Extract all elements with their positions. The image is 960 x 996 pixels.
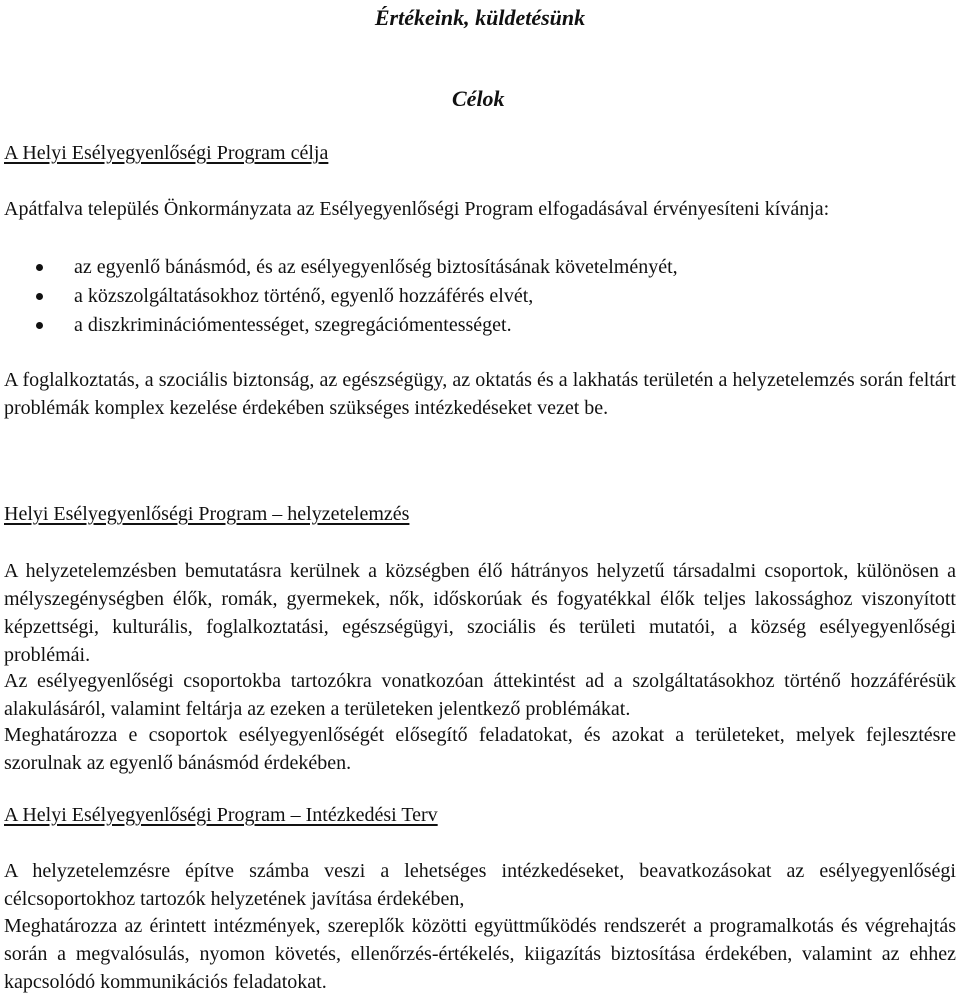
analysis-paragraph-1: A helyzetelemzésben bemutatásra kerülnek a községben élő hátrányos helyzetű társadalmi csoportok, különösen a mélyszegénységben élők, romák, gyermekek, nők, időskorúak és fogyatékkal élők teljes lakossághoz viszonyított képzettségi, kulturális, foglalkoztatási, egészségügyi, szociális és területi mutatói, a község esélyegyenlőségi problémái. [4, 560, 956, 666]
section-title: Célok [452, 86, 505, 111]
goal-intro-paragraph: Apátfalva település Önkormányzata az Esélyegyenlőségi Program elfogadásával érvényesíteni kívánja: [4, 198, 830, 220]
bullet-icon [36, 264, 43, 271]
document-title: Értékeink, küldetésünk [374, 5, 586, 30]
action-plan-paragraph-1: A helyzetelemzésre építve számba veszi a lehetséges intézkedéseket, beavatkozásokat az esélyegyenlőségi célcsoportokhoz tartozók helyzetének javítása érdekében, [4, 860, 956, 910]
action-plan-paragraph-2: Meghatározza az érintett intézmények, szereplők közötti együttműködés rendszerét a programalkotás és végrehajtás során a megvalósulás, nyomon követés, ellenőrzés-értékelés, kiigazítás biztosítása érdekében, valamint az ehhez kapcsolódó kommunikációs feladatokat. [4, 915, 956, 993]
analysis-paragraph-2: Az esélyegyenlőségi csoportokba tartozókra vonatkozóan áttekintést ad a szolgáltatásokhoz történő hozzáférésük alakulásáról, valamint feltárja az ezeken a területeken jelentkező problémákat. [4, 670, 956, 720]
analysis-paragraph-3: Meghatározza e csoportok esélyegyenlőségét elősegítő feladatokat, és azokat a területeket, melyek fejlesztésre szorulnak az egyenlő bánásmód érdekében. [4, 724, 956, 774]
section-heading-analysis: Helyi Esélyegyenlőségi Program – helyzetelemzés [4, 503, 410, 525]
goal-bullet-list [4, 253, 944, 340]
list-item: a közszolgáltatásokhoz történő, egyenlő hozzáférés elvét, [4, 282, 944, 311]
bullet-icon [36, 293, 43, 300]
list-item: az egyenlő bánásmód, és az esélyegyenlőség biztosításának követelményét, [4, 253, 944, 282]
section-heading-goal: A Helyi Esélyegyenlőségi Program célja [4, 142, 329, 164]
section-heading-action-plan: A Helyi Esélyegyenlőségi Program – Intézkedési Terv [4, 804, 438, 826]
bullet-icon [36, 322, 43, 329]
list-item: a diszkriminációmentességet, szegregációmentességet. [4, 311, 944, 340]
goal-areas-paragraph: A foglalkoztatás, a szociális biztonság, az egészségügy, az oktatás és a lakhatás területén a helyzetelemzés során feltárt problémák komplex kezelése érdekében szükséges intézkedéseket vezet be. [4, 369, 956, 419]
